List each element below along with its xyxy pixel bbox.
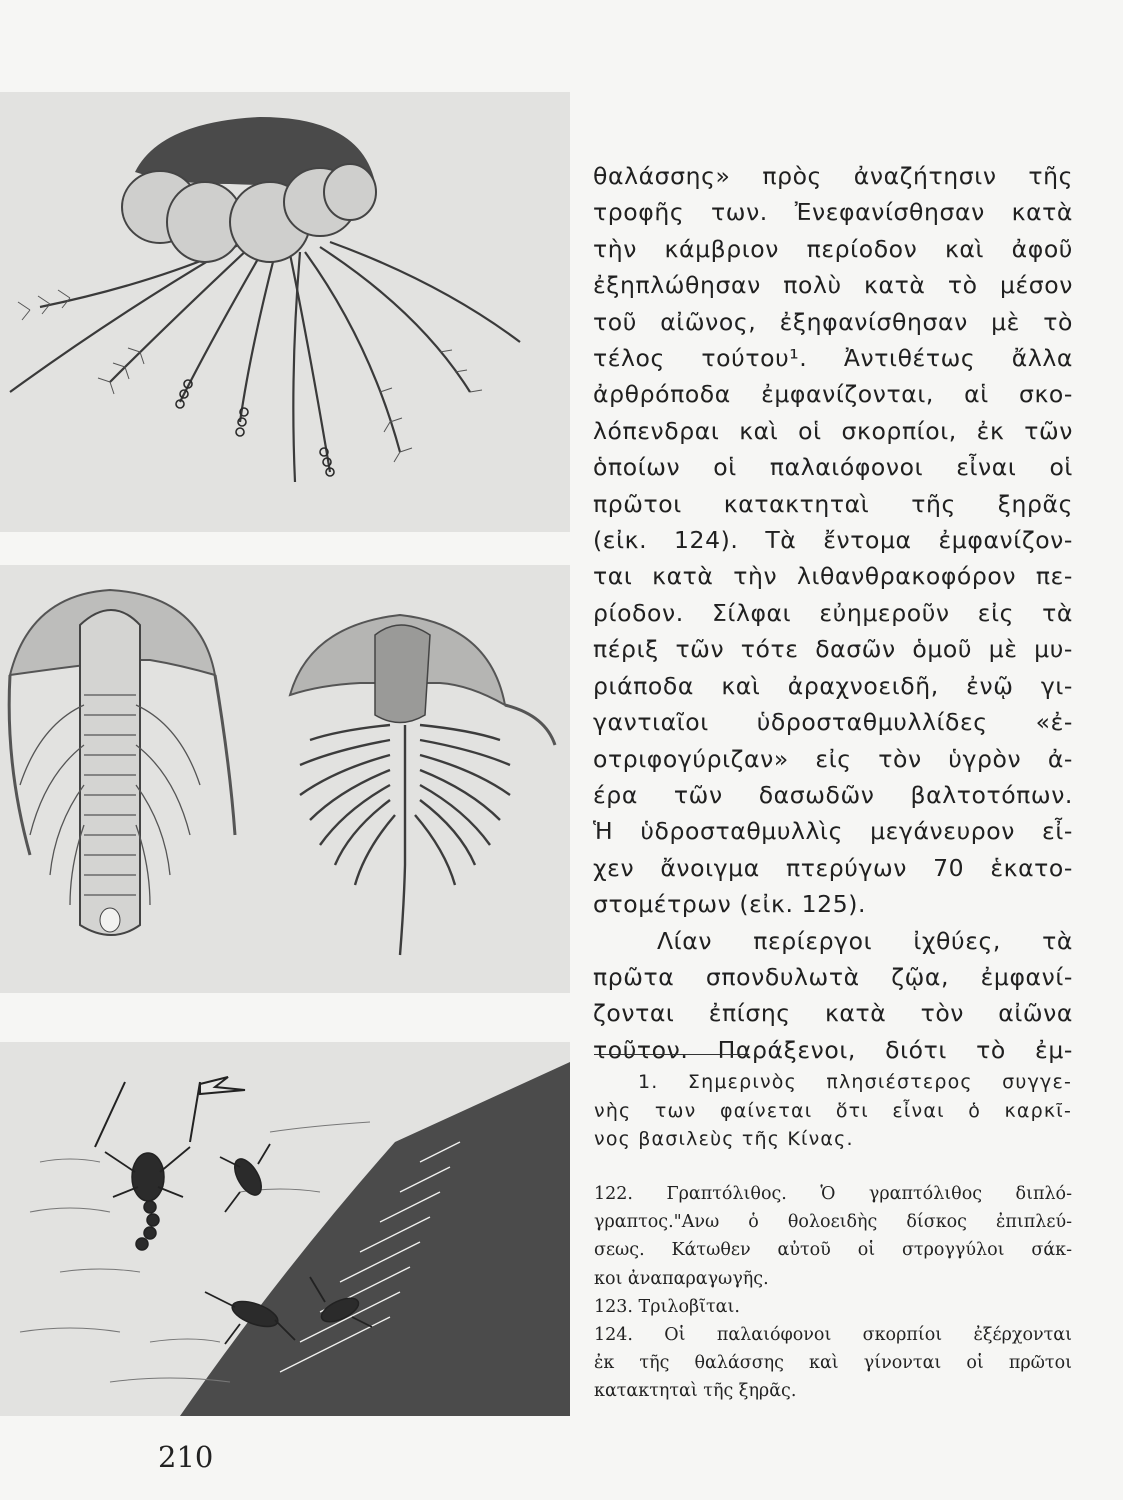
figure-graptolite — [0, 92, 570, 532]
figure-scorpions — [0, 1042, 570, 1416]
body-line: τέλος τούτου¹. Ἀντιθέτως ἄλλα — [593, 344, 1073, 373]
body-line: ται κατὰ τὴν λιθανθρακοφόρον πε- — [593, 562, 1073, 591]
body-line: ρίοδον. Σίλφαι εὐημεροῦν εἰς τὰ — [593, 598, 1073, 627]
caption-line: κατακτηταὶ τῆς ξηρᾶς. — [594, 1381, 797, 1402]
footnote-line: νος βασιλεὺς τῆς Κίνας. — [594, 1128, 854, 1150]
footnote-line: 1. Σημερινὸς πλησιέστερος συγγε- — [638, 1071, 1072, 1093]
footnote — [594, 1068, 1072, 1154]
graptolite-illustration — [0, 92, 570, 532]
caption-line: 124. Οἱ παλαιόφονοι σκορπίοι ἐξέρχονται — [594, 1325, 1072, 1346]
caption-line: γραπτος."Ανω ὁ θολοειδὴς δίσκος ἐπιπλεύ- — [594, 1212, 1072, 1233]
body-text — [593, 158, 1073, 1068]
body-line: ὁποίων οἱ παλαιόφονοι εἶναι οἱ — [593, 453, 1073, 482]
footnote-line: νὴς των φαίνεται ὅτι εἶναι ὁ καρκῖ- — [594, 1099, 1072, 1122]
scorpions-illustration — [0, 1042, 570, 1416]
body-line: ριάποδα καὶ ἀραχνοειδῆ, ἐνῷ γι- — [593, 671, 1073, 700]
body-line: στομέτρων (εἰκ. 125). — [593, 890, 867, 919]
body-line: τοῦ αἰῶνος, ἐξηφανίσθησαν μὲ τὸ — [593, 307, 1073, 336]
body-line: γαντιαῖοι ὑδροσταθμυλλίδες «ἐ- — [593, 708, 1073, 737]
trilobites-illustration — [0, 565, 570, 993]
body-line: ἐξηπλώθησαν πολὺ κατὰ τὸ μέσον — [593, 271, 1073, 300]
body-line: τὴν κάμβριον περίοδον καὶ ἀφοῦ — [593, 234, 1073, 263]
body-line: οτριφογύριζαν» εἰς τὸν ὑγρὸν ἀ- — [593, 744, 1073, 773]
body-line: θαλάσσης» πρὸς ἀναζήτησιν τῆς — [593, 162, 1073, 190]
body-line: τοῦτον. Παράξενοι, διότι τὸ ἐμ- — [593, 1035, 1073, 1064]
body-line: Ἡ ὑδροσταθμυλλὶς μεγάνευρον εἶ- — [593, 817, 1073, 846]
caption-line: ἐκ τῆς θαλάσσης καὶ γίνονται οἱ πρῶτοι — [594, 1353, 1072, 1374]
body-line: πρῶτοι κατακτηταὶ τῆς ξηρᾶς — [593, 489, 1073, 518]
caption-line: κοι ἀναπαραγωγῆς. — [594, 1268, 769, 1289]
page-number: 210 — [158, 1440, 214, 1474]
body-line: Λίαν περίεργοι ἰχθύες, τὰ — [657, 926, 1073, 955]
body-line: ἀρθρόποδα ἐμφανίζονται, αἱ σκο- — [593, 380, 1073, 409]
body-line: λόπενδραι καὶ οἱ σκορπίοι, ἐκ τῶν — [593, 416, 1073, 445]
body-line: (εἰκ. 124). Τὰ ἔντομα ἐμφανίζον- — [593, 526, 1073, 555]
caption-line: 122. Γραπτόλιθος. Ὁ γραπτόλιθος διπλό- — [594, 1184, 1072, 1204]
body-line: πρῶτα σπονδυλωτὰ ζῷα, ἐμφανί- — [593, 962, 1073, 991]
footnote-rule — [594, 1054, 749, 1055]
caption-line: 123. Τριλοβῖται. — [594, 1296, 740, 1317]
body-line: τροφῆς των. Ἐνεφανίσθησαν κατὰ — [593, 198, 1073, 227]
body-line: πέριξ τῶν τότε δασῶν ὁμοῦ μὲ μυ- — [593, 635, 1073, 664]
body-line: έρα τῶν δασωδῶν βαλτοτόπων. — [593, 780, 1073, 809]
caption-line: σεως. Κάτωθεν αὐτοῦ οἱ στρογγύλοι σάκ- — [594, 1240, 1072, 1261]
figure-trilobites — [0, 565, 570, 993]
figure-captions — [594, 1180, 1072, 1406]
body-line: χεν ἄνοιγμα πτερύγων 70 ἑκατο- — [593, 853, 1073, 882]
body-line: ζονται ἐπίσης κατὰ τὸν αἰῶνα — [593, 999, 1073, 1028]
